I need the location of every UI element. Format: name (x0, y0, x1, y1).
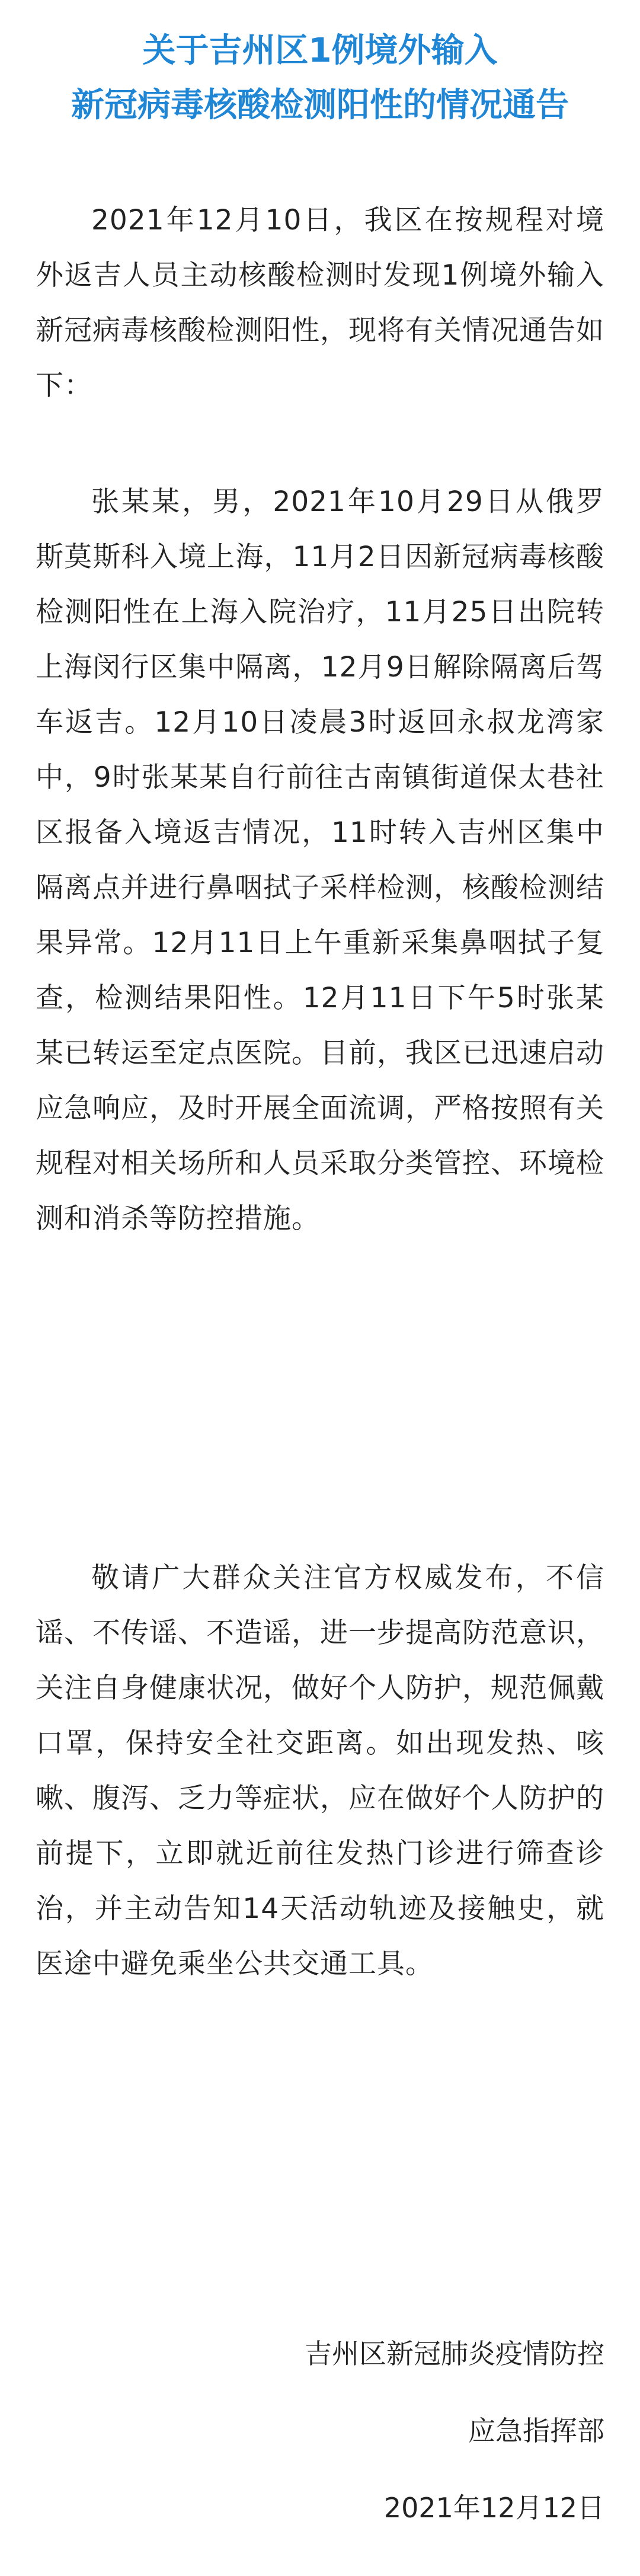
paragraph-case-details: 张某某，男，2021年10月29日从俄罗斯莫斯科入境上海，11月2日因新冠病毒核酸检测阳性在上海入院治疗，11月25日出院转上海闵行区集中隔离，12月9日解除隔离后驾车返吉。12月10日凌晨3时返回永叔龙湾家中，9时张某某自行前往古南镇街道保太巷社区报备入境返吉情况，11时转入吉州区集中隔离点并进行鼻咽拭子采样检测，核酸检测结果异常。12月11日上午重新采集鼻咽拭子复查，检测结果阳性。12月11日下午5时张某某已转运至定点医院。目前，我区已迅速启动应急响应，及时开展全面流调，严格按照有关规程对相关场所和人员采取分类管控、环境检测和消杀等防控措施。 (36, 486, 604, 1235)
title-line-2: 新冠病毒核酸检测阳性的情况通告 (71, 86, 569, 125)
title-line-1: 关于吉州区1例境外输入 (142, 31, 498, 70)
paragraph-intro: 2021年12月10日，我区在按规程对境外返吉人员主动核酸检测时发现1例境外输入新冠病毒核酸检测阳性，现将有关情况通告如下： (36, 204, 604, 402)
signature-department: 应急指挥部 (468, 2415, 604, 2447)
signature-date: 2021年12月12日 (383, 2492, 604, 2524)
paragraph-public-advice: 敬请广大群众关注官方权威发布，不信谣、不传谣、不造谣，进一步提高防范意识，关注自身健康状况，做好个人防护，规范佩戴口罩，保持安全社交距离。如出现发热、咳嗽、腹泻、乏力等症状，应在做好个人防护的前提下，立即就近前往发热门诊进行筛查诊治，并主动告知14天活动轨迹及接触史，就医途中避免乘坐公共交通工具。 (36, 1562, 604, 1980)
notice-title (0, 24, 640, 133)
signature-organization: 吉州区新冠肺炎疫情防控 (305, 2338, 604, 2370)
